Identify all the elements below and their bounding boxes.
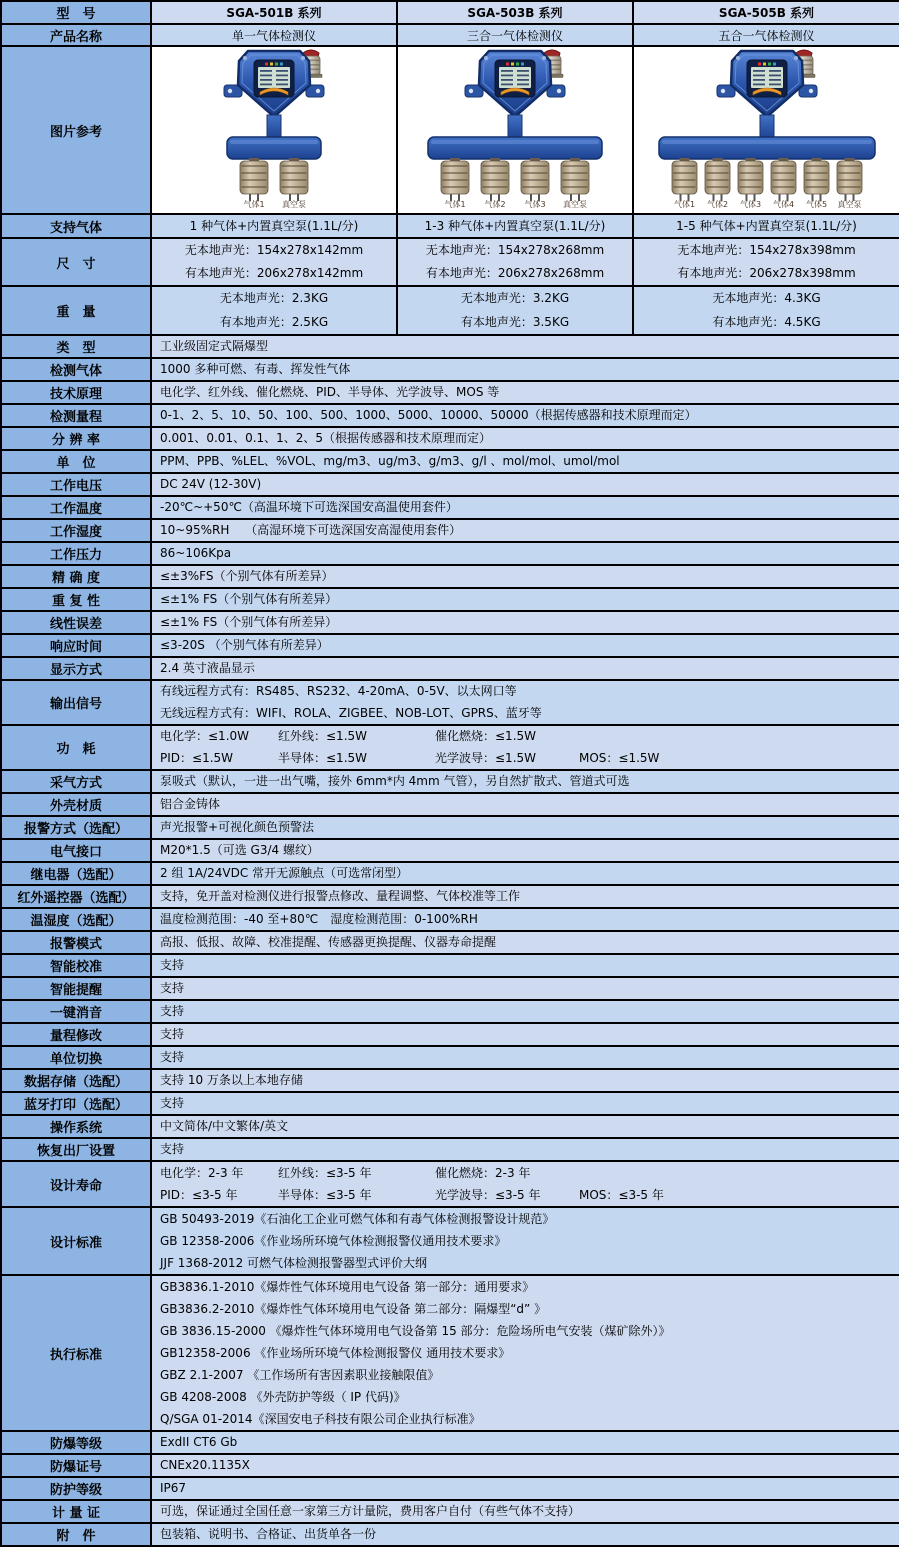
row-value xyxy=(151,954,899,977)
row-label: 温湿度（选配） xyxy=(1,908,151,931)
table-row xyxy=(1,1500,899,1523)
cell-line xyxy=(160,1184,895,1206)
table-row xyxy=(1,381,899,404)
model-name: SGA-505B 系列 xyxy=(633,1,899,24)
cell-line: JJF 1368-2012 可燃气体检测报警器型式评价大纲 xyxy=(160,1256,428,1270)
table-row xyxy=(1,358,899,381)
table-row xyxy=(1,542,899,565)
row-value xyxy=(151,1523,899,1546)
cell-segment: PID：≤1.5W xyxy=(160,750,234,765)
row-label: 分 辨 率 xyxy=(1,427,151,450)
row-value xyxy=(151,496,899,519)
cell-line: 有本地声光：206x278x398mm xyxy=(677,266,856,280)
table-row-product xyxy=(1,24,899,46)
row-label: 响应时间 xyxy=(1,634,151,657)
cell-line: 支持 xyxy=(160,958,185,972)
cylinder-label: 气体1 xyxy=(673,200,695,209)
cell-line: 10~95%RH （高湿环境下可选深国安高湿使用套件） xyxy=(160,523,462,537)
row-label: 蓝牙打印（选配） xyxy=(1,1092,151,1115)
gas-detector-illustration xyxy=(400,47,630,209)
cell-line: ≤±1% FS（个别气体有所差异） xyxy=(160,592,338,606)
cell-line: GB 12358-2006《作业场所环境气体检测报警仪通用技术要求》 xyxy=(160,1234,507,1248)
row-label: 计 量 证 xyxy=(1,1500,151,1523)
row-label: 精 确 度 xyxy=(1,565,151,588)
row-value xyxy=(151,238,397,286)
table-row xyxy=(1,496,899,519)
row-label: 防护等级 xyxy=(1,1477,151,1500)
table-row xyxy=(1,725,899,770)
row-label: 红外遥控器（选配） xyxy=(1,885,151,908)
cell-line: 有本地声光：206x278x268mm xyxy=(425,266,605,280)
row-label: 电气接口 xyxy=(1,839,151,862)
table-row xyxy=(1,450,899,473)
table-row xyxy=(1,1092,899,1115)
cell-line xyxy=(160,726,895,748)
table-row xyxy=(1,793,899,816)
table-row xyxy=(1,657,899,680)
cell-line: 包装箱、说明书、合格证、出货单各一份 xyxy=(160,1527,377,1541)
cell-segment: 电化学：≤1.0W xyxy=(160,729,250,743)
row-label: 防爆等级 xyxy=(1,1431,151,1454)
table-row xyxy=(1,634,899,657)
row-label: 线性误差 xyxy=(1,611,151,634)
row-value xyxy=(151,839,899,862)
table-row xyxy=(1,238,899,286)
row-label: 技术原理 xyxy=(1,381,151,404)
gas-detector-illustration xyxy=(154,47,394,209)
cell-line: PPM、PPB、%LEL、%VOL、mg/m3、ug/m3、g/m3、g/l 、mol/mol、umol/mol xyxy=(160,454,620,468)
product-name: 三合一气体检测仪 xyxy=(397,24,633,46)
row-label: 量程修改 xyxy=(1,1023,151,1046)
row-label: 重 量 xyxy=(1,286,151,335)
table-row xyxy=(1,977,899,1000)
cylinder-label: 真空泵 xyxy=(837,200,861,209)
table-row xyxy=(1,1138,899,1161)
row-value xyxy=(151,286,397,335)
cell-line: 有本地声光：3.5KG xyxy=(460,314,570,329)
row-value xyxy=(151,1275,899,1431)
cell-line: 1-3 种气体+内置真空泵(1.1L/分) xyxy=(424,219,606,233)
table-row xyxy=(1,1454,899,1477)
row-label: 智能提醒 xyxy=(1,977,151,1000)
cylinder-label: 气体4 xyxy=(772,200,794,209)
product-image-sga-501b xyxy=(151,46,397,214)
cylinder-label: 气体3 xyxy=(524,200,546,209)
row-value xyxy=(151,657,899,680)
cell-line: 有本地声光：206x278x142mm xyxy=(184,266,364,280)
table-row xyxy=(1,611,899,634)
row-value xyxy=(151,214,397,238)
cylinder-label: 气体5 xyxy=(805,200,827,209)
row-label: 支持气体 xyxy=(1,214,151,238)
row-label: 单 位 xyxy=(1,450,151,473)
table-row xyxy=(1,588,899,611)
row-label: 显示方式 xyxy=(1,657,151,680)
table-row xyxy=(1,931,899,954)
row-value xyxy=(633,286,899,335)
table-row xyxy=(1,885,899,908)
table-row xyxy=(1,519,899,542)
cell-line: 有本地声光：4.5KG xyxy=(712,314,821,329)
cell-line: 中文简体/中文繁体/英文 xyxy=(160,1119,289,1133)
cell-line: GB 3836.15-2000 《爆炸性气体环境用电气设备第 15 部分：危险场所电气安装（煤矿除外）》 xyxy=(160,1324,671,1338)
table-row xyxy=(1,1046,899,1069)
cell-line: 铝合金铸体 xyxy=(160,797,221,811)
row-value xyxy=(151,680,899,725)
table-row xyxy=(1,862,899,885)
model-name: SGA-501B 系列 xyxy=(151,1,397,24)
row-label-model: 型 号 xyxy=(1,1,151,24)
gas-detector-illustration xyxy=(637,47,897,209)
cell-line: 泵吸式（默认，一进一出气嘴，接外 6mm*内 4mm 气管），另自然扩散式、管道式可选 xyxy=(160,774,630,788)
cell-line: -20℃~+50℃（高温环境下可选深国安高温使用套件） xyxy=(160,500,458,514)
table-row xyxy=(1,1275,899,1431)
cell-line: DC 24V (12-30V) xyxy=(160,477,262,491)
table-row xyxy=(1,1161,899,1207)
cell-line: ≤±1% FS（个别气体有所差异） xyxy=(160,615,338,629)
table-row xyxy=(1,839,899,862)
row-value xyxy=(397,214,633,238)
table-row xyxy=(1,427,899,450)
row-value xyxy=(151,1000,899,1023)
cylinder-label: 气体1 xyxy=(243,200,265,209)
cell-segment: MOS：≤3-5 年 xyxy=(579,1188,664,1202)
row-label: 检测量程 xyxy=(1,404,151,427)
cell-segment: 半导体：≤3-5 年 xyxy=(278,1188,372,1202)
row-label-product: 产品名称 xyxy=(1,24,151,46)
row-value xyxy=(151,1477,899,1500)
cell-segment: 光学波导：≤3-5 年 xyxy=(435,1188,541,1202)
table-row xyxy=(1,404,899,427)
cell-line: IP67 xyxy=(160,1481,187,1495)
cylinder-label: 气体1 xyxy=(444,200,466,209)
table-row xyxy=(1,565,899,588)
row-value xyxy=(151,404,899,427)
table-row-images xyxy=(1,46,899,214)
cell-line: 支持 xyxy=(160,1142,185,1156)
row-value xyxy=(151,634,899,657)
product-image-sga-505b xyxy=(633,46,899,214)
row-value xyxy=(151,450,899,473)
table-row xyxy=(1,1207,899,1275)
cell-line: 支持 xyxy=(160,1027,185,1041)
table-row xyxy=(1,1000,899,1023)
cell-line: ≤3-20S （个别气体有所差异） xyxy=(160,638,329,652)
cell-segment: 催化燃烧：2-3 年 xyxy=(435,1166,531,1180)
cell-line: ≤±3%FS（个别气体有所差异） xyxy=(160,569,334,583)
cell-line: 有本地声光：2.5KG xyxy=(219,314,329,329)
row-value xyxy=(151,1046,899,1069)
row-value xyxy=(151,1431,899,1454)
cell-line: GB12358-2006 《作业场所环境气体检测报警仪 通用技术要求》 xyxy=(160,1346,511,1360)
cell-line xyxy=(160,748,895,770)
table-row xyxy=(1,1523,899,1546)
cell-line: GB3836.1-2010《爆炸性气体环境用电气设备 第一部分：通用要求》 xyxy=(160,1280,535,1294)
cell-line: Q/SGA 01-2014《深国安电子科技有限公司企业执行标准》 xyxy=(160,1412,481,1426)
table-row xyxy=(1,770,899,793)
row-label: 类 型 xyxy=(1,335,151,358)
cylinder-label: 气体3 xyxy=(739,200,761,209)
row-label: 工作电压 xyxy=(1,473,151,496)
row-label: 重 复 性 xyxy=(1,588,151,611)
cell-line: 支持 10 万条以上本地存储 xyxy=(160,1073,303,1087)
cell-line: 无线远程方式有：WIFI、ROLA、ZIGBEE、NOB-LOT、GPRS、蓝牙等 xyxy=(160,705,542,720)
cell-segment: 半导体：≤1.5W xyxy=(278,750,368,765)
row-value xyxy=(151,1023,899,1046)
row-value xyxy=(151,1115,899,1138)
row-value xyxy=(151,473,899,496)
cell-line: GB 4208-2008 《外壳防护等级（ IP 代码)》 xyxy=(160,1390,406,1404)
row-label: 一键消音 xyxy=(1,1000,151,1023)
row-value xyxy=(633,214,899,238)
table-row-model xyxy=(1,1,899,24)
cell-line: 有线远程方式有：RS485、RS232、4-20mA、0-5V、以太网口等 xyxy=(160,684,517,698)
model-name: SGA-503B 系列 xyxy=(397,1,633,24)
table-row xyxy=(1,954,899,977)
cell-line: GB3836.2-2010《爆炸性气体环境用电气设备 第二部分：隔爆型“d” 》 xyxy=(160,1302,547,1316)
row-value xyxy=(151,1138,899,1161)
table-row xyxy=(1,214,899,238)
row-label: 功 耗 xyxy=(1,725,151,770)
cell-line: 2.4 英寸液晶显示 xyxy=(160,661,255,675)
row-label: 检测气体 xyxy=(1,358,151,381)
cell-line: CNEx20.1135X xyxy=(160,1458,250,1472)
row-value xyxy=(397,286,633,335)
row-value xyxy=(151,816,899,839)
table-row xyxy=(1,1023,899,1046)
table-row xyxy=(1,473,899,496)
product-name: 五合一气体检测仪 xyxy=(633,24,899,46)
row-label: 报警方式（选配） xyxy=(1,816,151,839)
row-value xyxy=(151,427,899,450)
row-value xyxy=(633,238,899,286)
row-label: 执行标准 xyxy=(1,1275,151,1431)
product-image-sga-503b xyxy=(397,46,633,214)
row-value xyxy=(151,725,899,770)
row-value xyxy=(151,770,899,793)
row-label: 操作系统 xyxy=(1,1115,151,1138)
row-label: 工作压力 xyxy=(1,542,151,565)
product-name: 单一气体检测仪 xyxy=(151,24,397,46)
cell-line: 支持 xyxy=(160,1050,185,1064)
cell-line: 1-5 种气体+内置真空泵(1.1L/分) xyxy=(676,219,857,233)
row-value xyxy=(151,1454,899,1477)
cell-line: 1000 多种可燃、有毒、挥发性气体 xyxy=(160,362,351,376)
row-label: 继电器（选配） xyxy=(1,862,151,885)
row-label: 尺 寸 xyxy=(1,238,151,286)
cylinder-label: 气体2 xyxy=(484,200,506,209)
row-value xyxy=(151,1092,899,1115)
row-value xyxy=(151,358,899,381)
row-label: 设计寿命 xyxy=(1,1161,151,1207)
cell-line: 可选，保证通过全国任意一家第三方计量院，费用客户自付（有些气体不支持） xyxy=(160,1504,581,1518)
table-row xyxy=(1,680,899,725)
row-label-image: 图片参考 xyxy=(1,46,151,214)
cell-line: 0-1、2、5、10、50、100、500、1000、5000、10000、50000（根据传感器和技术原理而定） xyxy=(160,408,697,422)
row-value xyxy=(151,565,899,588)
cell-segment: 光学波导：≤1.5W xyxy=(435,750,537,765)
cell-line: GBZ 2.1-2007 《工作场所有害因素职业接触限值》 xyxy=(160,1368,440,1382)
row-label: 数据存储（选配） xyxy=(1,1069,151,1092)
cell-line: 2 组 1A/24VDC 常开无源触点（可选常闭型） xyxy=(160,866,409,880)
row-value xyxy=(151,862,899,885)
table-row xyxy=(1,1069,899,1092)
row-label: 附 件 xyxy=(1,1523,151,1546)
cylinder-label: 真空泵 xyxy=(563,200,587,209)
cylinder-label: 真空泵 xyxy=(282,200,306,209)
cell-line: 声光报警+可视化颜色预警法 xyxy=(160,820,315,834)
cell-segment: PID：≤3-5 年 xyxy=(160,1188,238,1202)
cell-segment: 红外线：≤1.5W xyxy=(278,729,368,743)
row-value xyxy=(151,931,899,954)
row-value xyxy=(151,793,899,816)
table-row xyxy=(1,816,899,839)
cell-line: 电化学、红外线、催化燃烧、PID、半导体、光学波导、MOS 等 xyxy=(160,385,500,399)
cell-line: M20*1.5（可选 G3/4 螺纹） xyxy=(160,843,319,857)
cell-line: 支持 xyxy=(160,981,185,995)
cell-line: 无本地声光：2.3KG xyxy=(219,291,329,305)
row-label: 输出信号 xyxy=(1,680,151,725)
cylinder-label: 气体2 xyxy=(706,200,728,209)
row-value xyxy=(151,335,899,358)
row-value xyxy=(151,1161,899,1207)
table-row xyxy=(1,335,899,358)
row-value xyxy=(151,519,899,542)
cell-line: 温度检测范围：-40 至+80℃ 湿度检测范围：0-100%RH xyxy=(160,912,478,926)
row-value xyxy=(151,908,899,931)
row-label: 报警模式 xyxy=(1,931,151,954)
cell-line: 支持，免开盖对检测仪进行报警点修改、量程调整、气体校准等工作 xyxy=(160,889,521,903)
cell-line: 支持 xyxy=(160,1004,185,1018)
row-label: 工作湿度 xyxy=(1,519,151,542)
cell-line: 支持 xyxy=(160,1096,185,1110)
table-row xyxy=(1,286,899,335)
row-value xyxy=(151,1500,899,1523)
cell-line: 无本地声光：154x278x142mm xyxy=(184,243,364,257)
cell-segment: MOS：≤1.5W xyxy=(579,750,660,765)
cell-segment: 电化学：2-3 年 xyxy=(160,1166,244,1180)
cell-line xyxy=(160,1162,895,1184)
cell-line: 1 种气体+内置真空泵(1.1L/分) xyxy=(189,219,359,233)
row-value xyxy=(151,1069,899,1092)
row-value xyxy=(151,611,899,634)
cell-segment: 红外线：≤3-5 年 xyxy=(278,1166,372,1180)
row-value xyxy=(151,381,899,404)
cell-line: 86~106Kpa xyxy=(160,546,232,560)
row-label: 单位切换 xyxy=(1,1046,151,1069)
cell-line: 无本地声光：4.3KG xyxy=(712,291,821,305)
row-value xyxy=(151,1207,899,1275)
table-row xyxy=(1,1115,899,1138)
cell-segment: 催化燃烧：≤1.5W xyxy=(435,729,537,743)
row-value xyxy=(151,977,899,1000)
row-label: 工作温度 xyxy=(1,496,151,519)
row-label: 设计标准 xyxy=(1,1207,151,1275)
row-label: 防爆证号 xyxy=(1,1454,151,1477)
cell-line: 高报、低报、故障、校准提醒、传感器更换提醒、仪器寿命提醒 xyxy=(160,935,497,949)
row-value xyxy=(151,885,899,908)
cell-line: ExdII CT6 Gb xyxy=(160,1435,238,1449)
row-label: 恢复出厂设置 xyxy=(1,1138,151,1161)
table-row xyxy=(1,908,899,931)
cell-line: 无本地声光：3.2KG xyxy=(460,291,570,305)
row-value xyxy=(151,588,899,611)
row-label: 智能校准 xyxy=(1,954,151,977)
cell-line: 0.001、0.01、0.1、1、2、5（根据传感器和技术原理而定） xyxy=(160,431,492,445)
cell-line: GB 50493-2019《石油化工企业可燃气体和有毒气体检测报警设计规范》 xyxy=(160,1212,555,1226)
table-row xyxy=(1,1477,899,1500)
row-value xyxy=(151,542,899,565)
cell-line: 无本地声光：154x278x268mm xyxy=(425,243,605,257)
row-label: 采气方式 xyxy=(1,770,151,793)
row-label: 外壳材质 xyxy=(1,793,151,816)
cell-line: 无本地声光：154x278x398mm xyxy=(677,243,856,257)
row-value xyxy=(397,238,633,286)
table-row xyxy=(1,1431,899,1454)
cell-line: 工业级固定式隔爆型 xyxy=(160,339,269,353)
